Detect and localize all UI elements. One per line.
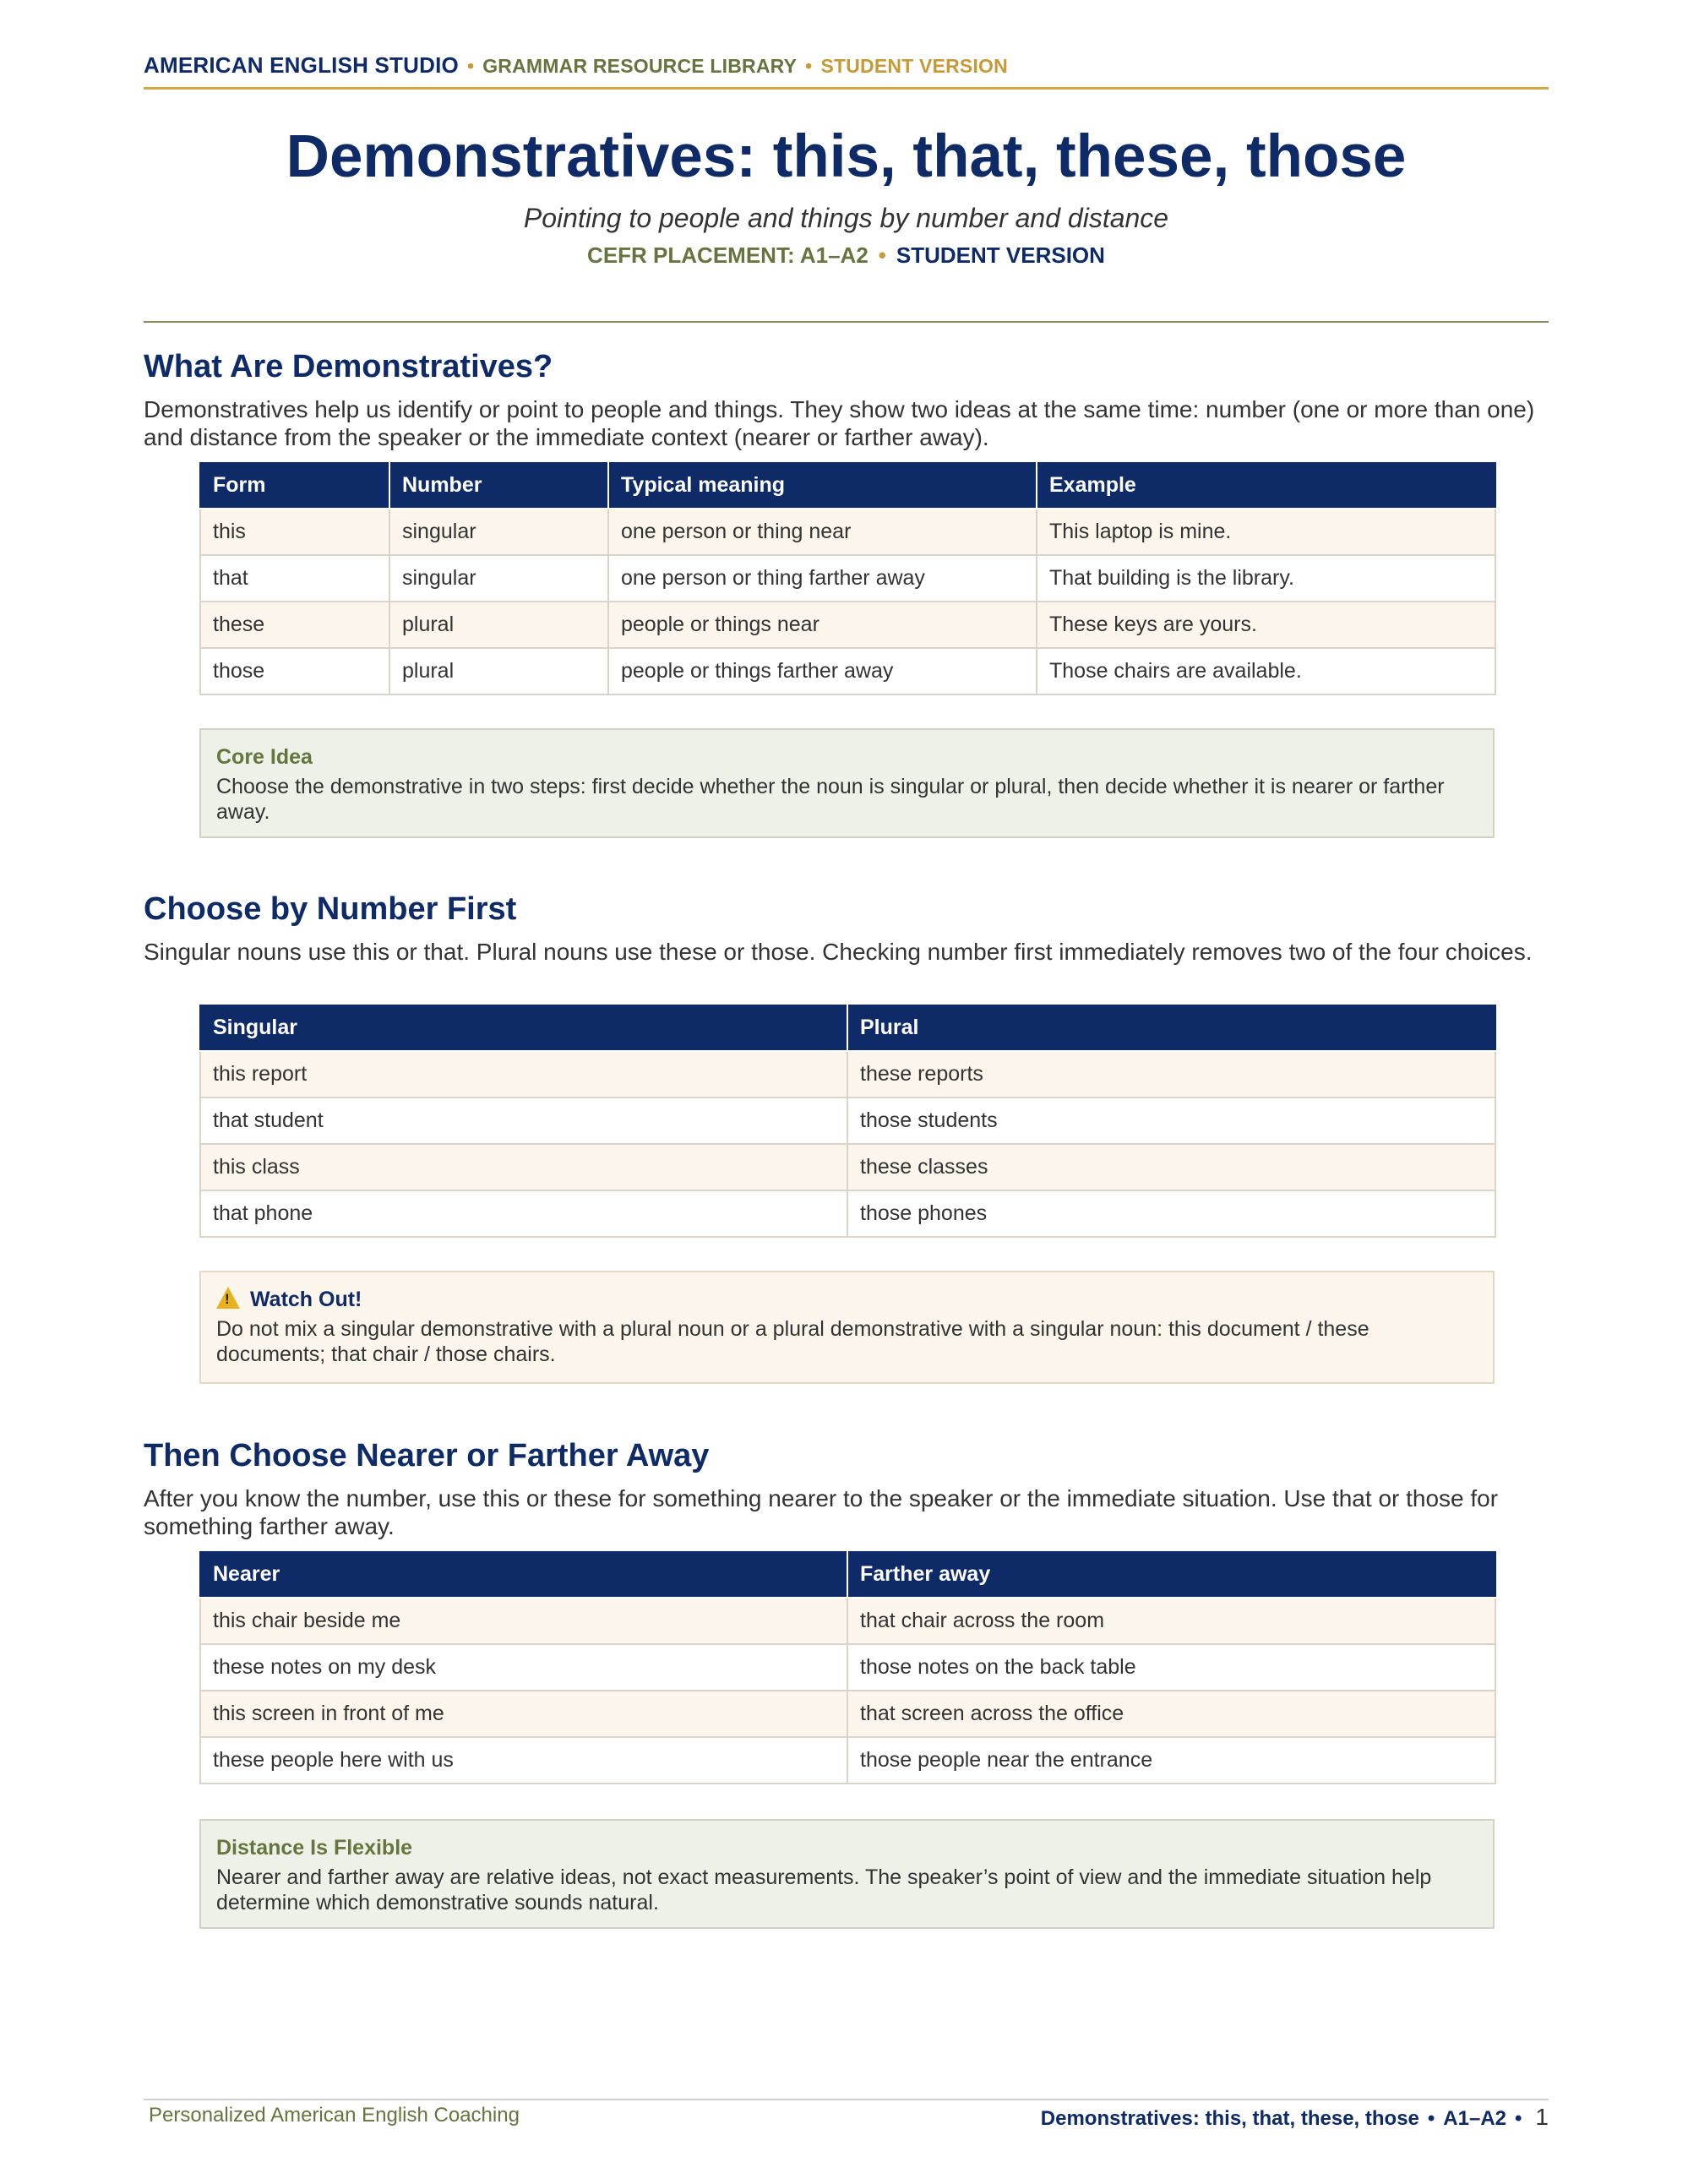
- table-row: [200, 1598, 1495, 1644]
- header-separator: •: [466, 55, 475, 77]
- callout-title: Core Idea: [216, 745, 313, 769]
- table-cell: singular: [389, 509, 608, 555]
- title-rule: [144, 321, 1549, 323]
- footer-info: [1041, 2104, 1549, 2131]
- section-choose-by-number: [144, 889, 1549, 966]
- header-brand: AMERICAN ENGLISH STUDIO: [144, 52, 459, 78]
- table-cell: these reports: [847, 1051, 1495, 1097]
- table-cell: this class: [200, 1144, 847, 1190]
- column-header: Singular: [200, 1005, 847, 1051]
- table-cell: this: [200, 509, 389, 555]
- distance-flexible-callout: [199, 1819, 1495, 1929]
- meta-version: STUDENT VERSION: [896, 242, 1105, 268]
- table-header-row: [200, 1005, 1495, 1051]
- forms-table: [199, 462, 1496, 695]
- section-heading: Then Choose Nearer or Farther Away: [144, 1438, 710, 1473]
- table-row: [200, 1691, 1495, 1737]
- table-row: [200, 1737, 1495, 1784]
- table-header-row: [200, 462, 1495, 509]
- column-header: Form: [200, 462, 389, 509]
- table-cell: This laptop is mine.: [1037, 509, 1495, 555]
- callout-title: Watch Out!: [250, 1288, 362, 1311]
- table-cell: That building is the library.: [1037, 555, 1495, 602]
- table-cell: plural: [389, 648, 608, 694]
- warning-icon: !: [216, 1287, 240, 1309]
- level-line: [144, 238, 1549, 272]
- table-row: [200, 509, 1495, 555]
- callout-body: Nearer and farther away are relative ideas, not exact measurements. The speaker’s point of view and the immediate situation help determine which demonstrative sounds natural.: [216, 1865, 1432, 1914]
- table-cell: this report: [200, 1051, 847, 1097]
- section-heading: Choose by Number First: [144, 891, 517, 927]
- table-cell: this chair beside me: [200, 1598, 847, 1644]
- column-header: Nearer: [200, 1551, 847, 1598]
- distance-table: [199, 1551, 1496, 1784]
- header-separator: •: [805, 55, 813, 77]
- table-cell: one person or thing near: [608, 509, 1037, 555]
- table-cell: this screen in front of me: [200, 1691, 847, 1737]
- table-cell: those: [200, 648, 389, 694]
- page-title: Demonstratives: this, that, these, those: [286, 123, 1407, 190]
- table-cell: plural: [389, 602, 608, 648]
- section-what-are-demonstratives: [144, 346, 1549, 451]
- header-version: STUDENT VERSION: [820, 55, 1008, 77]
- table-row: [200, 1644, 1495, 1691]
- section-intro: After you know the number, use this or these for something nearer to the speaker or the immediate situation. Use that or those for something farther away.: [144, 1485, 1499, 1539]
- table-cell: these notes on my desk: [200, 1644, 847, 1691]
- running-header: [144, 52, 1549, 79]
- table-row: [200, 555, 1495, 602]
- table-cell: that phone: [200, 1190, 847, 1237]
- table-cell: people or things farther away: [608, 648, 1037, 694]
- footer-rule: [144, 2099, 1549, 2100]
- table-header-row: [200, 1551, 1495, 1598]
- cefr-level: CEFR PLACEMENT: A1–A2: [587, 242, 869, 268]
- table-cell: that: [200, 555, 389, 602]
- footer-title: Demonstratives: this, that, these, those: [1040, 2107, 1419, 2130]
- table-cell: those people near the entrance: [847, 1737, 1495, 1784]
- table-row: [200, 602, 1495, 648]
- title-block: [144, 118, 1549, 272]
- watch-out-callout: [199, 1271, 1495, 1384]
- table-cell: These keys are yours.: [1037, 602, 1495, 648]
- header-rule: [144, 87, 1549, 90]
- callout-body: Choose the demonstrative in two steps: first decide whether the noun is singular or plural, then decide whether it is nearer or farther away.: [216, 775, 1445, 824]
- table-cell: those phones: [847, 1190, 1495, 1237]
- column-header: Farther away: [847, 1551, 1495, 1598]
- table-row: [200, 1051, 1495, 1097]
- footer-separator: •: [1427, 2107, 1435, 2130]
- page-number: 1: [1535, 2104, 1549, 2130]
- section-intro: Singular nouns use this or that. Plural nouns use these or those. Checking number first immediately removes two of the four choices.: [144, 939, 1533, 965]
- table-row: [200, 1190, 1495, 1237]
- table-cell: that student: [200, 1097, 847, 1144]
- table-cell: those students: [847, 1097, 1495, 1144]
- footer-coaching: Personalized American English Coaching: [149, 2104, 520, 2127]
- core-idea-callout: [199, 728, 1495, 838]
- table-cell: these people here with us: [200, 1737, 847, 1784]
- footer-level: A1–A2: [1443, 2107, 1507, 2130]
- table-row: [200, 1144, 1495, 1190]
- column-header: Example: [1037, 462, 1495, 509]
- table-cell: one person or thing farther away: [608, 555, 1037, 602]
- table-cell: people or things near: [608, 602, 1037, 648]
- table-row: [200, 648, 1495, 694]
- callout-title: Distance Is Flexible: [216, 1836, 413, 1860]
- table-cell: these classes: [847, 1144, 1495, 1190]
- table-cell: Those chairs are available.: [1037, 648, 1495, 694]
- table-cell: that chair across the room: [847, 1598, 1495, 1644]
- footer-separator: •: [1515, 2107, 1522, 2130]
- table-cell: singular: [389, 555, 608, 602]
- table-cell: that screen across the office: [847, 1691, 1495, 1737]
- meta-separator: •: [878, 242, 886, 268]
- column-header: Number: [389, 462, 608, 509]
- page-subtitle: Pointing to people and things by number and distance: [523, 203, 1169, 233]
- callout-title-row: [216, 1286, 1478, 1313]
- callout-body: Do not mix a singular demonstrative with a plural noun or a plural demonstrative with a singular noun: this document / these documents; that chair / those chairs.: [216, 1317, 1369, 1366]
- section-intro: Demonstratives help us identify or point to people and things. They show two ideas at the same time: number (one or more than one) and distance from the speaker or the immediate context (nearer or farther away).: [144, 396, 1535, 450]
- table-cell: these: [200, 602, 389, 648]
- number-table: [199, 1005, 1496, 1238]
- header-library: GRAMMAR RESOURCE LIBRARY: [482, 55, 798, 77]
- column-header: Plural: [847, 1005, 1495, 1051]
- column-header: Typical meaning: [608, 462, 1037, 509]
- table-row: [200, 1097, 1495, 1144]
- section-nearer-or-farther: [144, 1435, 1549, 1540]
- table-cell: those notes on the back table: [847, 1644, 1495, 1691]
- section-heading: What Are Demonstratives?: [144, 349, 553, 384]
